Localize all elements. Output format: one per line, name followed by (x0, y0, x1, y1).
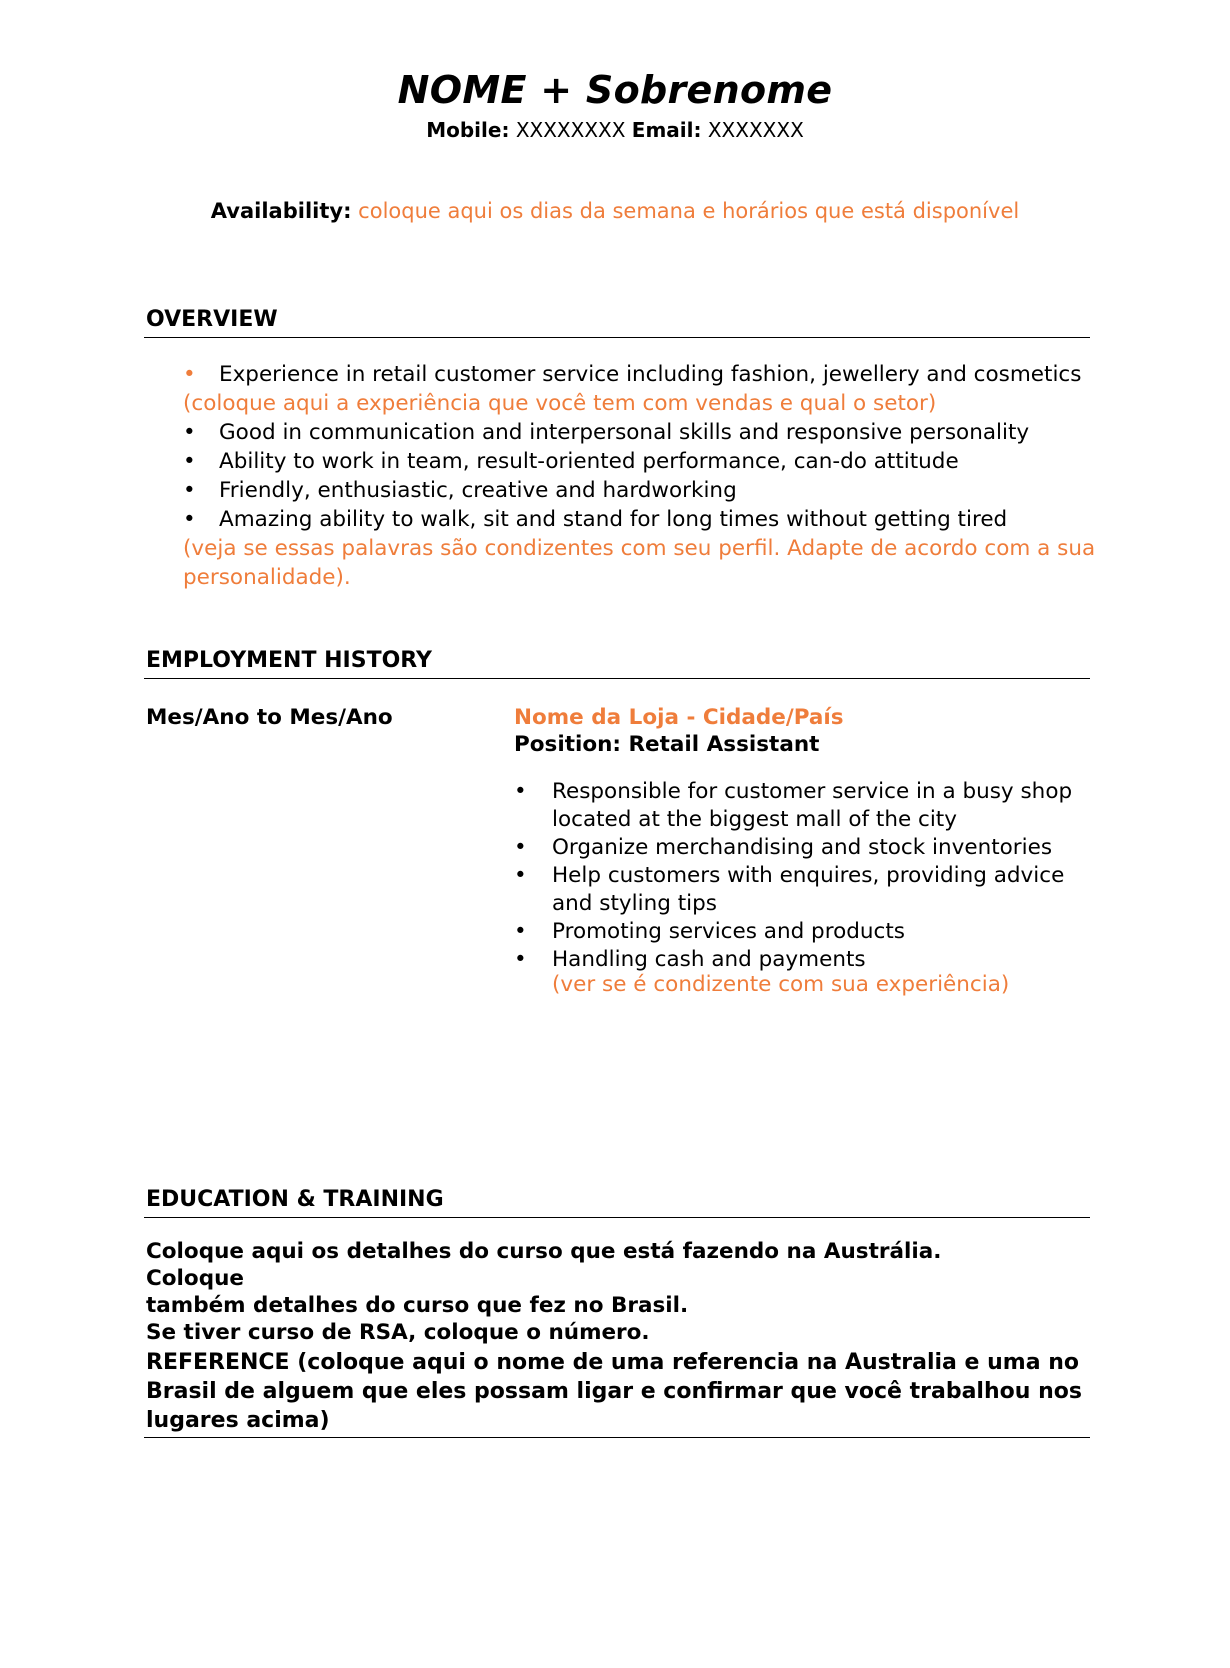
bullet-icon: • (514, 919, 527, 944)
overview-title: OVERVIEW (146, 307, 278, 332)
overview-item: • Experience in retail customer service including fashion, jewellery and cosmetics (183, 362, 1082, 387)
overview-note: personalidade). (183, 565, 351, 590)
availability-line (0, 198, 1230, 224)
education-details (146, 1238, 1046, 1346)
overview-note: (veja se essas palavras são condizentes com seu perfil. Adapte de acordo com a sua (183, 536, 1096, 561)
overview-item: • Ability to work in team, result-oriented performance, can-do attitude (183, 449, 959, 474)
education-title: EDUCATION & TRAINING (146, 1187, 444, 1212)
education-line: Se tiver curso de RSA, coloque o número. (146, 1320, 650, 1345)
bullet-icon: • (183, 420, 196, 445)
duty-item: • Handling cash and payments (514, 947, 866, 972)
email-label: Email: (631, 118, 702, 142)
reference-line: lugares acima) (146, 1408, 330, 1433)
reference-section (146, 1348, 1096, 1435)
availability-value: coloque aqui os dias da semana e horários que está disponível (358, 199, 1020, 223)
bullet-icon: • (514, 779, 527, 804)
mobile-label: Mobile: (426, 118, 510, 142)
bullet-icon: • (514, 835, 527, 860)
overview-note: (coloque aqui a experiência que você tem com vendas e qual o setor) (183, 391, 937, 416)
mobile-value: XXXXXXXX (515, 118, 626, 142)
education-line: Coloque aqui os detalhes do curso que está fazendo na Austrália. Coloque (146, 1239, 942, 1291)
email-value: XXXXXXX (707, 118, 804, 142)
employment-title: EMPLOYMENT HISTORY (146, 648, 432, 673)
bullet-icon: • (183, 478, 196, 503)
reference-line: REFERENCE (coloque aqui o nome de uma referencia na Australia e uma no (146, 1350, 1080, 1375)
duty-item: • Help customers with enquires, providing advice and styling tips (514, 863, 1065, 916)
availability-label: Availability: (210, 199, 352, 223)
reference-line: Brasil de alguem que eles possam ligar e confirmar que você trabalhou nos (146, 1379, 1082, 1404)
duty-list (514, 778, 1084, 974)
bullet-icon: • (183, 507, 196, 532)
bullet-icon: • (183, 449, 196, 474)
bullet-icon: • (514, 947, 527, 972)
contact-line (0, 118, 1230, 142)
duty-item: • Promoting services and products (514, 919, 905, 944)
employment-position: Position: Retail Assistant (514, 732, 820, 757)
employment-divider (144, 678, 1090, 679)
overview-divider (144, 337, 1090, 338)
overview-item: • Amazing ability to walk, sit and stand for long times without getting tired (183, 507, 1008, 532)
reference-divider (144, 1437, 1090, 1438)
employment-dates: Mes/Ano to Mes/Ano (146, 705, 393, 730)
candidate-name: NOME + Sobrenome (397, 68, 833, 112)
education-line: também detalhes do curso que fez no Brasil. (146, 1293, 689, 1318)
education-divider (144, 1217, 1090, 1218)
bullet-icon: • (514, 863, 527, 888)
duty-item: • Organize merchandising and stock inventories (514, 835, 1053, 860)
employment-note: (ver se é condizente com sua experiência) (552, 972, 1010, 997)
bullet-icon: • (183, 362, 196, 387)
employment-store: Nome da Loja - Cidade/País (514, 705, 844, 730)
overview-item: • Friendly, enthusiastic, creative and hardworking (183, 478, 737, 503)
overview-item: • Good in communication and interpersonal skills and responsive personality (183, 420, 1030, 445)
duty-item: • Responsible for customer service in a busy shop located at the biggest mall of the city (514, 779, 1073, 832)
